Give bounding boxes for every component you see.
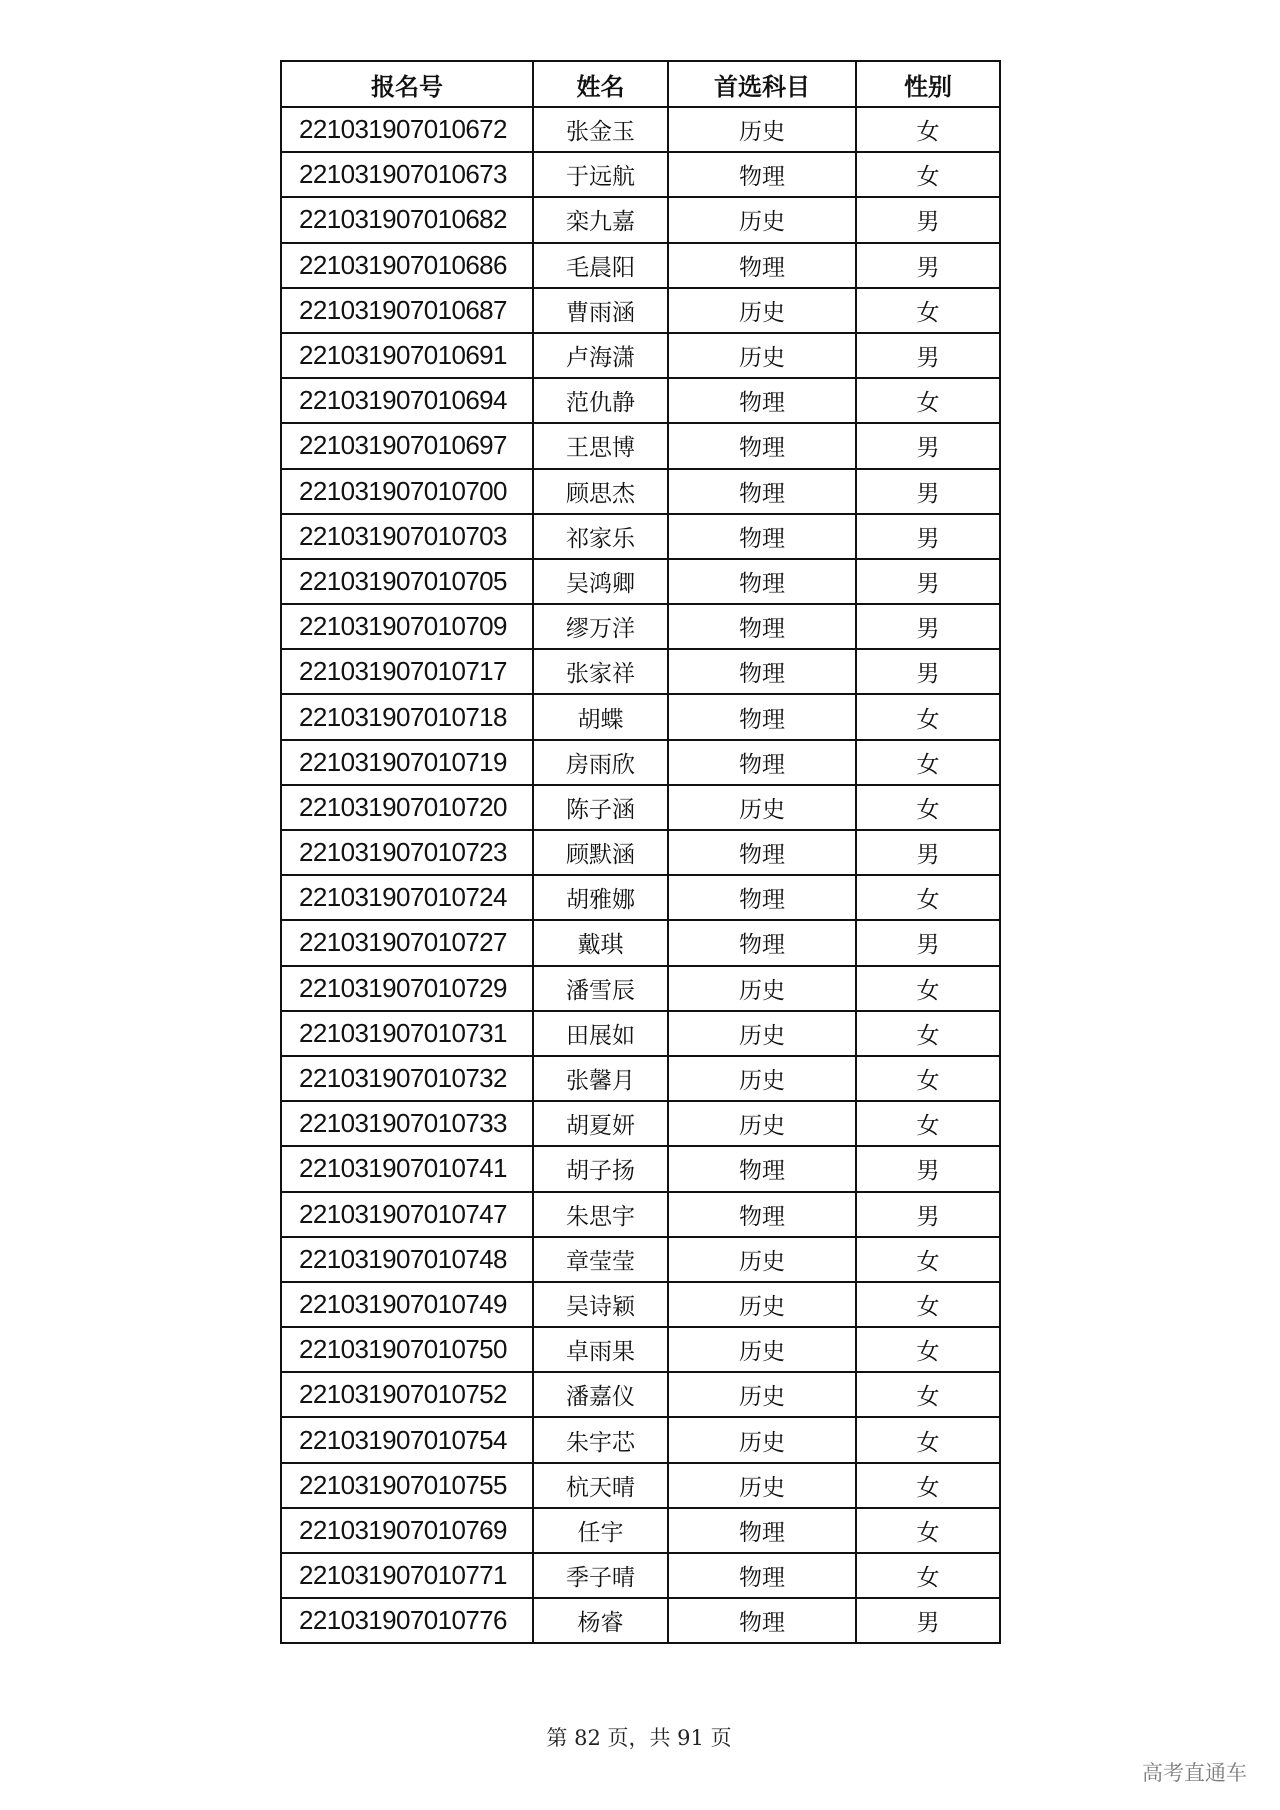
cell-name: 卢海潇: [533, 333, 668, 378]
page-number-footer: [0, 1722, 1280, 1752]
cell-gender: 男: [856, 604, 1000, 649]
table-row: [281, 1237, 1000, 1282]
cell-name: 曹雨涵: [533, 288, 668, 333]
cell-gender: 女: [856, 152, 1000, 197]
table-row: [281, 333, 1000, 378]
cell-registration-number: 221031907010769: [281, 1508, 533, 1553]
cell-primary-subject: 历史: [668, 1101, 856, 1146]
table-row: [281, 469, 1000, 514]
cell-registration-number: 221031907010732: [281, 1056, 533, 1101]
cell-primary-subject: 历史: [668, 333, 856, 378]
cell-primary-subject: 历史: [668, 966, 856, 1011]
table-row: [281, 694, 1000, 739]
cell-name: 毛晨阳: [533, 243, 668, 288]
cell-primary-subject: 物理: [668, 152, 856, 197]
cell-registration-number: 221031907010748: [281, 1237, 533, 1282]
cell-name: 栾九嘉: [533, 197, 668, 242]
cell-gender: 男: [856, 1598, 1000, 1643]
cell-name: 王思博: [533, 423, 668, 468]
cell-gender: 女: [856, 288, 1000, 333]
cell-name: 范仇静: [533, 378, 668, 423]
cell-registration-number: 221031907010749: [281, 1282, 533, 1327]
table-row: [281, 740, 1000, 785]
cell-primary-subject: 历史: [668, 1372, 856, 1417]
cell-gender: 女: [856, 1056, 1000, 1101]
cell-name: 顾思杰: [533, 469, 668, 514]
cell-registration-number: 221031907010717: [281, 649, 533, 694]
cell-primary-subject: 物理: [668, 1192, 856, 1237]
cell-name: 卓雨果: [533, 1327, 668, 1372]
table-row: [281, 514, 1000, 559]
cell-primary-subject: 物理: [668, 559, 856, 604]
cell-gender: 男: [856, 920, 1000, 965]
cell-registration-number: 221031907010727: [281, 920, 533, 965]
cell-registration-number: 221031907010719: [281, 740, 533, 785]
cell-primary-subject: 历史: [668, 1327, 856, 1372]
cell-primary-subject: 物理: [668, 920, 856, 965]
column-header-name: 姓名: [533, 61, 668, 107]
table-row: [281, 1056, 1000, 1101]
cell-primary-subject: 物理: [668, 649, 856, 694]
cell-registration-number: 221031907010703: [281, 514, 533, 559]
cell-registration-number: 221031907010694: [281, 378, 533, 423]
cell-gender: 男: [856, 514, 1000, 559]
cell-primary-subject: 物理: [668, 243, 856, 288]
cell-primary-subject: 历史: [668, 1237, 856, 1282]
cell-name: 张金玉: [533, 107, 668, 152]
cell-registration-number: 221031907010673: [281, 152, 533, 197]
table-row: [281, 1372, 1000, 1417]
cell-primary-subject: 历史: [668, 785, 856, 830]
table-header-row: [281, 61, 1000, 107]
cell-gender: 男: [856, 197, 1000, 242]
cell-gender: 男: [856, 1192, 1000, 1237]
cell-registration-number: 221031907010720: [281, 785, 533, 830]
cell-name: 胡蝶: [533, 694, 668, 739]
cell-gender: 女: [856, 785, 1000, 830]
cell-registration-number: 221031907010686: [281, 243, 533, 288]
table-row: [281, 423, 1000, 468]
cell-gender: 男: [856, 559, 1000, 604]
column-header-registration-number: 报名号: [281, 61, 533, 107]
cell-registration-number: 221031907010733: [281, 1101, 533, 1146]
cell-gender: 男: [856, 243, 1000, 288]
cell-registration-number: 221031907010723: [281, 830, 533, 875]
cell-name: 杭天晴: [533, 1463, 668, 1508]
cell-primary-subject: 物理: [668, 1553, 856, 1598]
cell-registration-number: 221031907010747: [281, 1192, 533, 1237]
cell-primary-subject: 物理: [668, 423, 856, 468]
cell-registration-number: 221031907010724: [281, 875, 533, 920]
table-row: [281, 785, 1000, 830]
table-row: [281, 604, 1000, 649]
cell-primary-subject: 历史: [668, 1463, 856, 1508]
table-row: [281, 966, 1000, 1011]
cell-gender: 男: [856, 649, 1000, 694]
table-body: [281, 107, 1000, 1643]
cell-name: 章莹莹: [533, 1237, 668, 1282]
table-row: [281, 1282, 1000, 1327]
cell-name: 胡夏妍: [533, 1101, 668, 1146]
table-row: [281, 875, 1000, 920]
cell-gender: 女: [856, 1237, 1000, 1282]
cell-gender: 女: [856, 1372, 1000, 1417]
cell-name: 戴琪: [533, 920, 668, 965]
cell-gender: 女: [856, 1417, 1000, 1462]
cell-registration-number: 221031907010750: [281, 1327, 533, 1372]
cell-gender: 女: [856, 875, 1000, 920]
cell-name: 吴诗颖: [533, 1282, 668, 1327]
column-header-gender: 性别: [856, 61, 1000, 107]
cell-registration-number: 221031907010697: [281, 423, 533, 468]
cell-registration-number: 221031907010729: [281, 966, 533, 1011]
cell-registration-number: 221031907010754: [281, 1417, 533, 1462]
table-row: [281, 1598, 1000, 1643]
cell-primary-subject: 物理: [668, 1508, 856, 1553]
table-row: [281, 1146, 1000, 1191]
cell-registration-number: 221031907010752: [281, 1372, 533, 1417]
cell-primary-subject: 历史: [668, 1282, 856, 1327]
cell-gender: 女: [856, 107, 1000, 152]
cell-primary-subject: 物理: [668, 830, 856, 875]
cell-name: 房雨欣: [533, 740, 668, 785]
cell-primary-subject: 历史: [668, 1056, 856, 1101]
table-row: [281, 1011, 1000, 1056]
cell-gender: 女: [856, 1011, 1000, 1056]
cell-primary-subject: 物理: [668, 469, 856, 514]
cell-name: 祁家乐: [533, 514, 668, 559]
cell-registration-number: 221031907010682: [281, 197, 533, 242]
page-number-label: 第 82 页，共 91 页: [546, 1726, 732, 1750]
cell-name: 张家祥: [533, 649, 668, 694]
cell-primary-subject: 历史: [668, 1011, 856, 1056]
cell-name: 季子晴: [533, 1553, 668, 1598]
table-row: [281, 152, 1000, 197]
cell-gender: 男: [856, 469, 1000, 514]
table-row: [281, 830, 1000, 875]
cell-primary-subject: 物理: [668, 604, 856, 649]
cell-gender: 女: [856, 378, 1000, 423]
table-row: [281, 197, 1000, 242]
cell-primary-subject: 历史: [668, 197, 856, 242]
cell-registration-number: 221031907010709: [281, 604, 533, 649]
cell-name: 于远航: [533, 152, 668, 197]
column-header-primary-subject: 首选科目: [668, 61, 856, 107]
cell-name: 陈子涵: [533, 785, 668, 830]
table-row: [281, 378, 1000, 423]
table-row: [281, 1508, 1000, 1553]
cell-gender: 女: [856, 1327, 1000, 1372]
cell-primary-subject: 物理: [668, 875, 856, 920]
cell-name: 田展如: [533, 1011, 668, 1056]
cell-registration-number: 221031907010691: [281, 333, 533, 378]
cell-name: 杨睿: [533, 1598, 668, 1643]
table-row: [281, 1463, 1000, 1508]
cell-gender: 男: [856, 333, 1000, 378]
table-row: [281, 107, 1000, 152]
cell-gender: 男: [856, 423, 1000, 468]
cell-registration-number: 221031907010755: [281, 1463, 533, 1508]
cell-name: 朱宇芯: [533, 1417, 668, 1462]
cell-gender: 女: [856, 1463, 1000, 1508]
cell-gender: 男: [856, 1146, 1000, 1191]
cell-primary-subject: 物理: [668, 694, 856, 739]
cell-primary-subject: 物理: [668, 514, 856, 559]
cell-gender: 女: [856, 1553, 1000, 1598]
cell-registration-number: 221031907010718: [281, 694, 533, 739]
cell-name: 朱思宇: [533, 1192, 668, 1237]
table-row: [281, 1192, 1000, 1237]
cell-gender: 女: [856, 1101, 1000, 1146]
cell-registration-number: 221031907010687: [281, 288, 533, 333]
table-row: [281, 288, 1000, 333]
table-row: [281, 243, 1000, 288]
table-row: [281, 920, 1000, 965]
cell-name: 吴鸿卿: [533, 559, 668, 604]
cell-name: 胡雅娜: [533, 875, 668, 920]
cell-registration-number: 221031907010672: [281, 107, 533, 152]
cell-gender: 女: [856, 966, 1000, 1011]
table-row: [281, 649, 1000, 694]
cell-name: 顾默涵: [533, 830, 668, 875]
cell-primary-subject: 历史: [668, 1417, 856, 1462]
cell-registration-number: 221031907010771: [281, 1553, 533, 1598]
cell-gender: 女: [856, 740, 1000, 785]
cell-gender: 女: [856, 1282, 1000, 1327]
cell-primary-subject: 物理: [668, 740, 856, 785]
watermark-logo-text: 高考直通车: [1142, 1761, 1247, 1785]
cell-name: 潘雪辰: [533, 966, 668, 1011]
table-row: [281, 559, 1000, 604]
cell-name: 任宇: [533, 1508, 668, 1553]
cell-registration-number: 221031907010705: [281, 559, 533, 604]
cell-name: 潘嘉仪: [533, 1372, 668, 1417]
table-row: [281, 1101, 1000, 1146]
table-row: [281, 1327, 1000, 1372]
candidate-roster-table: [280, 60, 1001, 1644]
cell-name: 胡子扬: [533, 1146, 668, 1191]
cell-registration-number: 221031907010731: [281, 1011, 533, 1056]
cell-gender: 女: [856, 1508, 1000, 1553]
cell-primary-subject: 物理: [668, 1146, 856, 1191]
cell-primary-subject: 物理: [668, 1598, 856, 1643]
cell-registration-number: 221031907010700: [281, 469, 533, 514]
table-row: [281, 1417, 1000, 1462]
cell-name: 张馨月: [533, 1056, 668, 1101]
cell-registration-number: 221031907010741: [281, 1146, 533, 1191]
cell-gender: 男: [856, 830, 1000, 875]
table-row: [281, 1553, 1000, 1598]
cell-primary-subject: 历史: [668, 288, 856, 333]
cell-gender: 女: [856, 694, 1000, 739]
cell-primary-subject: 历史: [668, 107, 856, 152]
cell-name: 缪万洋: [533, 604, 668, 649]
cell-registration-number: 221031907010776: [281, 1598, 533, 1643]
cell-primary-subject: 物理: [668, 378, 856, 423]
